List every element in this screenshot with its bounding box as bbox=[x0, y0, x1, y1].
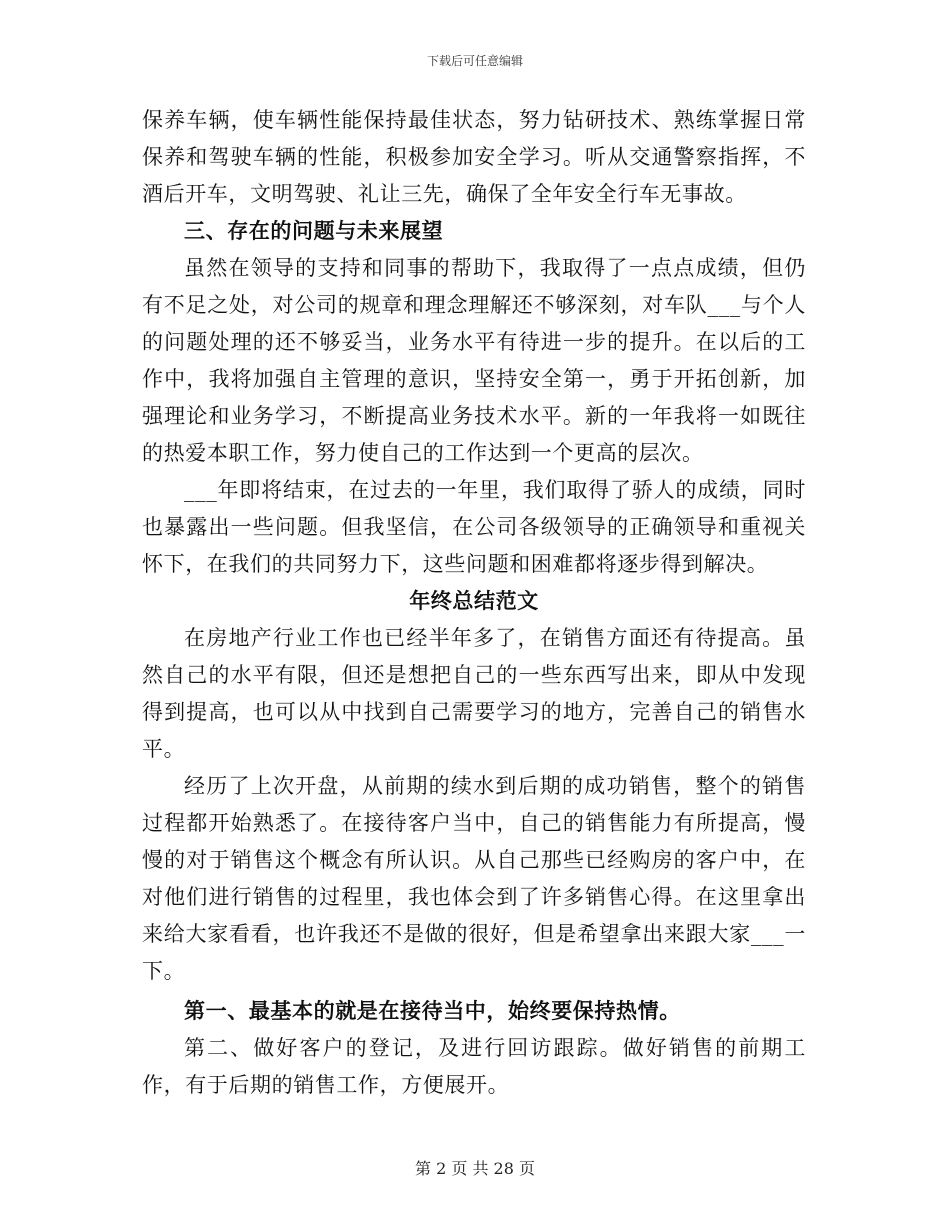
paragraph-sales-experience: 经历了上次开盘，从前期的续水到后期的成功销售，整个的销售过程都开始熟悉了。在接待客户当中，自己的销售能力有所提高，慢慢的对于销售这个概念有所认识。从自己那些已经购房的客户中，在对他们进行销售的过程里，我也体会到了许多销售心得。在这里拿出来给大家看看，也许我还不是做的很好，但是希望拿出来跟大家___一下。 bbox=[142, 774, 806, 983]
paragraph-year-end: ___年即将结束，在过去的一年里，我们取得了骄人的成绩，同时也暴露出一些问题。但我坚信，在公司各级领导的正确领导和重视关怀下，在我们的共同努力下，这些问题和困难都将逐步得到解决。 bbox=[142, 478, 806, 576]
page-header-note: 下载后可任意编辑 bbox=[426, 54, 523, 68]
document-body bbox=[142, 102, 806, 1104]
document-title: 年终总结范文 bbox=[409, 589, 539, 613]
point-two-registration: 第二、做好客户的登记，及进行回访跟踪。做好销售的前期工作，有于后期的销售工作，方便展开。 bbox=[142, 1036, 806, 1097]
paragraph-shortcomings: 虽然在领导的支持和同事的帮助下，我取得了一点点成绩，但仍有不足之处，对公司的规章和理念理解还不够深刻，对车队___与个人的问题处理的还不够妥当，业务水平有待进一步的提升。在以后的工作中，我将加强自主管理的意识，坚持安全第一，勇于开拓创新，加强理论和业务学习，不断提高业务技术水平。新的一年我将一如既往的热爱本职工作，努力使自己的工作达到一个更高的层次。 bbox=[142, 256, 806, 465]
paragraph-continuation: 保养车辆，使车辆性能保持最佳状态，努力钻研技术、熟练掌握日常保养和驾驶车辆的性能，积极参加安全学习。听从交通警察指挥，不酒后开车，文明驾驶、礼让三先，确保了全年安全行车无事故。 bbox=[142, 108, 806, 206]
paragraph-real-estate-intro: 在房地产行业工作也已经半年多了，在销售方面还有待提高。虽然自己的水平有限，但还是想把自己的一些东西写出来，即从中发现得到提高，也可以从中找到自己需要学习的地方，完善自己的销售水平。 bbox=[142, 626, 806, 761]
section-heading-problems-outlook: 三、存在的问题与未来展望 bbox=[184, 219, 444, 243]
page-number: 第 2 页 共 28 页 bbox=[415, 1159, 535, 1178]
point-one-enthusiasm: 第一、最基本的就是在接待当中，始终要保持热情。 bbox=[184, 999, 681, 1023]
